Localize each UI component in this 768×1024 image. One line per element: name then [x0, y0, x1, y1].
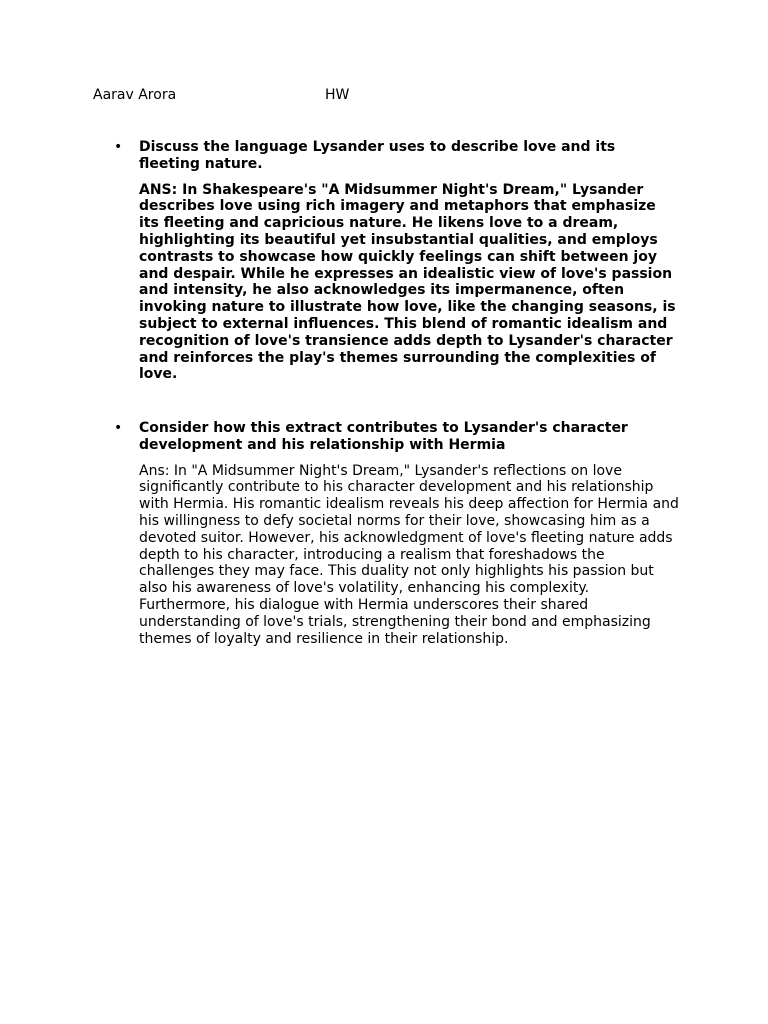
assignment-label: HW: [325, 87, 350, 103]
bullet-icon: •: [114, 420, 123, 436]
student-name: Aarav Arora: [93, 87, 177, 103]
answer-text: Ans: In "A Midsummer Night's Dream," Lysander's reflections on love significantly contribute to his character development and his relationship with Hermia. His romantic idealism reveals his deep affection for Hermia and his willingness to defy societal norms for their love, showcasing him as a devoted suitor. However, his acknowledgment of love's fleeting nature adds depth to his character, introducing a realism that foreshadows the challenges they may face. This duality not only highlights his passion but also his awareness of love's volatility, enhancing his complexity. Furthermore, his dialogue with Hermia underscores their shared understanding of love's trials, strengthening their bond and emphasizing themes of loyalty and resilience in their relationship.: [139, 462, 679, 647]
answer-text: ANS: In Shakespeare's "A Midsummer Night's Dream," Lysander describes love using rich imagery and metaphors that emphasize its fleeting and capricious nature. He likens love to a dream, highlighting its beautiful yet insubstantial qualities, and employs contrasts to showcase how quickly feelings can shift between joy and despair. While he expresses an idealistic view of love's passion and intensity, he also acknowledges its impermanence, often invoking nature to illustrate how love, like the changing seasons, is subject to external influences. This blend of romantic idealism and recognition of love's transience adds depth to Lysander's character and reinforces the play's themes surrounding the complexities of love.: [139, 181, 676, 383]
question-prompt: Discuss the language Lysander uses to describe love and its fleeting nature.: [139, 139, 616, 172]
question-item: [114, 139, 679, 383]
question-prompt: Consider how this extract contributes to Lysander's character development and his relationship with Hermia: [139, 420, 628, 453]
question-item: [114, 420, 679, 647]
bullet-icon: •: [114, 139, 123, 155]
